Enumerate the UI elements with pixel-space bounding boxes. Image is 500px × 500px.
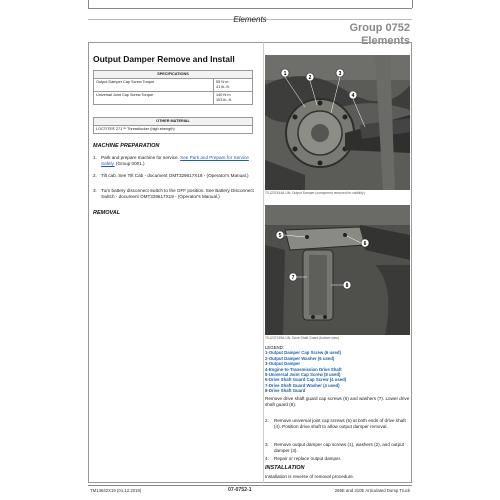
table-row — [94, 92, 253, 105]
footer-page-number: 07-0752-1 — [228, 487, 252, 493]
spec-label: Output Damper Cap Screw Torque — [94, 79, 214, 92]
removal-heading: REMOVAL — [93, 210, 121, 216]
svg-text:5: 5 — [278, 233, 282, 239]
legend-item: 4-Engine-to-Transmission Drive Shaft — [265, 366, 342, 372]
section-title: Output Damper Remove and Install — [93, 54, 235, 64]
legend-item: 5-Universal Joint Cap Screw (8 used) — [265, 372, 341, 378]
svg-text:4: 4 — [351, 93, 355, 99]
legend-item: 8-Drive Shaft Guard — [265, 388, 306, 394]
drive-shaft-guard-illustration — [265, 205, 410, 335]
svg-text:7: 7 — [291, 275, 295, 281]
legend-heading: LEGEND: — [265, 345, 284, 350]
group-number: Group 0752 — [349, 22, 410, 34]
other-material-table — [93, 117, 253, 134]
spec-label: Universal Joint Cap Screw Torque — [94, 92, 214, 105]
removal-step-4: 4. Repair or replace output damper. — [265, 456, 342, 461]
group-name: Elements — [361, 35, 410, 47]
specifications-heading: SPECIFICATIONS — [94, 71, 253, 79]
prep-step-2: 2. Tilt cab. See Tilt Cab - document OMT329617X19 - (Operator's Manual.) — [93, 173, 249, 178]
removal-step-1: Remove drive shaft guard cap screws (6) and washers (7). Lower drive shaft guard (8). — [265, 396, 410, 407]
machine-prep-heading: MACHINE PREPARATION — [93, 143, 160, 149]
installation-text: Installation is reverse of removal procedure. — [265, 474, 355, 479]
svg-text:3: 3 — [338, 71, 342, 77]
footer-machine: 265E and 310E Articulated Dump Truck — [334, 488, 410, 493]
svg-text:2: 2 — [308, 75, 312, 81]
prep-step-1: 1. Park and prepare machine for service. See Park and Prepare for Service Safely. (Group 0001.) — [93, 155, 249, 166]
svg-text:6: 6 — [363, 241, 367, 247]
footer-doc-id: TM13842X19 (01.12.2019) — [90, 488, 142, 493]
column-divider — [263, 42, 264, 483]
photo1-caption: TX1237444A-UN: Output Damper (component removed for visibility) — [265, 191, 365, 195]
header-title: Elements — [233, 15, 267, 24]
legend-item: 6-Drive Shaft Guard Cap Screw (4 used) — [265, 377, 347, 383]
table-row — [94, 126, 253, 134]
output-damper-illustration — [265, 55, 410, 190]
spec-value: 55 N·m 41 lb.-ft. — [214, 79, 253, 92]
removal-step-2: 2. Remove universal joint cap screws (5) at both ends of drive shaft (4). Position drive shaft to allow output damper removal. — [265, 418, 406, 429]
installation-heading: INSTALLATION — [265, 465, 305, 471]
legend — [265, 345, 410, 394]
specifications-table — [93, 70, 253, 105]
park-prepare-link[interactable]: See Park and Prepare for Service Safely. — [101, 155, 249, 166]
top-rule-right — [412, 0, 413, 8]
prep-step-3: 3. Turn battery disconnect switch to the OFF position. See Battery Disconnect Switch - document OMT329617X19 - (Operator's Manual.) — [93, 188, 254, 199]
legend-item: 1-Output Damper Cap Screw (6 used) — [265, 350, 341, 356]
drive-shaft-guard-photo — [265, 205, 410, 335]
page-header — [88, 8, 412, 24]
output-damper-photo — [265, 55, 410, 190]
legend-item: 3-Output Damper — [265, 361, 301, 367]
legend-item: 7-Drive Shaft Guard Washer (4 used) — [265, 382, 340, 388]
material-label: LOCTITE® 271™ Threadlocker (high strength) — [94, 126, 253, 134]
footer-rule — [88, 485, 412, 486]
svg-text:1: 1 — [283, 71, 287, 77]
table-row — [94, 79, 253, 92]
removal-step-3: 3. Remove output damper cap screws (1), washers (2), and output damper (3). — [265, 442, 404, 453]
legend-item: 2-Output Damper Washer (6 used) — [265, 355, 335, 361]
top-rule-left — [88, 0, 89, 8]
svg-text:8: 8 — [345, 283, 349, 289]
spec-value: 140 N·m 103 lb.-ft. — [214, 92, 253, 105]
photo2-caption: TX1237139A-UN: Drive Shaft Guard (bottom view) — [265, 336, 340, 340]
other-material-heading: OTHER MATERIAL — [94, 118, 253, 126]
